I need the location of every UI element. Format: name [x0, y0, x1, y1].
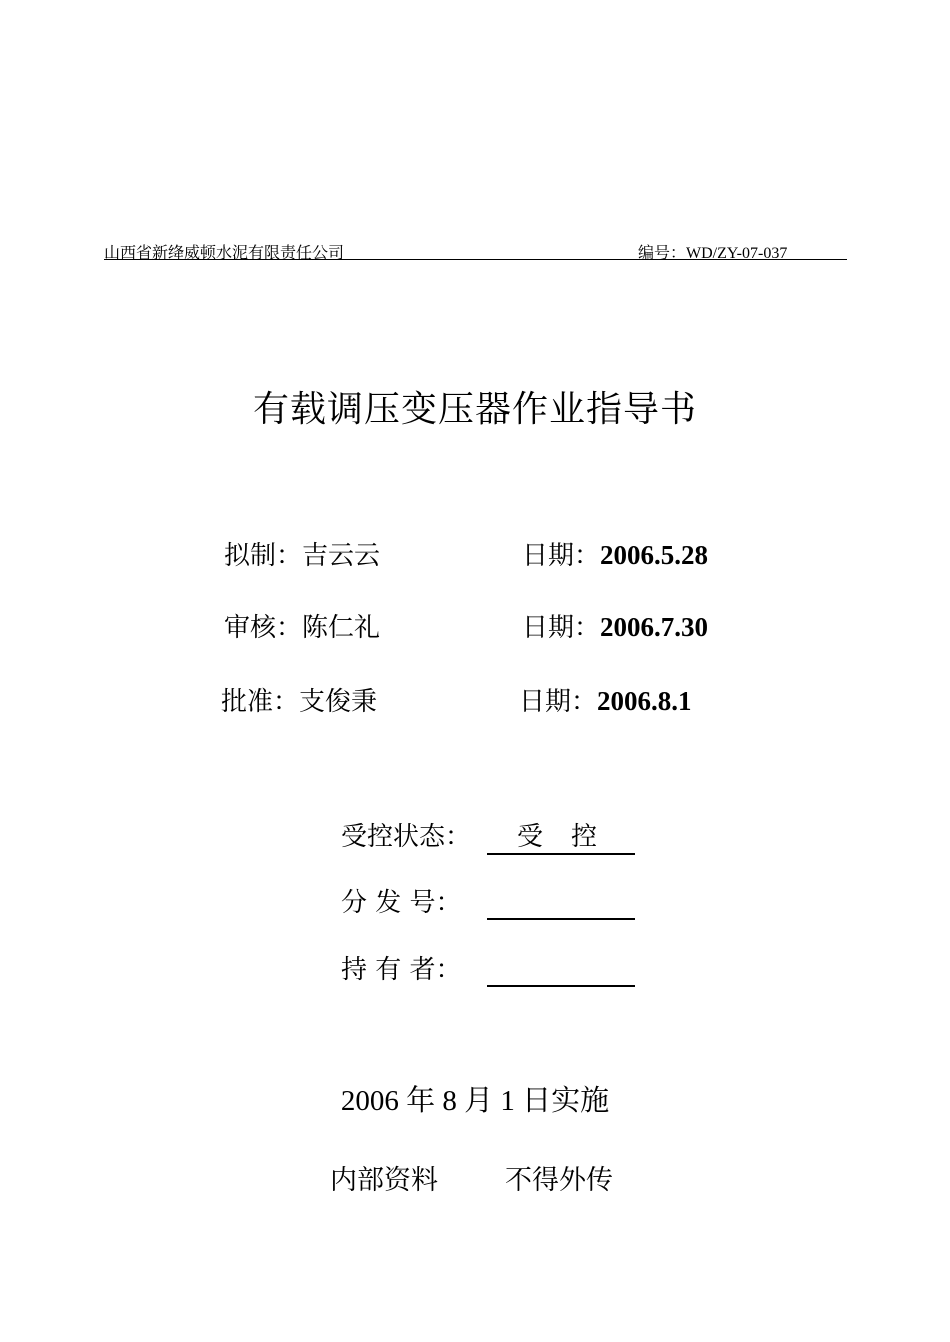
internal-material-notice: 内部资料	[330, 1165, 438, 1196]
holder-label: 持 有 者：	[341, 955, 462, 985]
approve-date-label: 日期：	[519, 687, 598, 717]
drafter-label: 拟制：吉云云	[224, 541, 381, 571]
review-date-value: 2006.7.30	[600, 612, 709, 642]
draft-date-value: 2006.5.28	[600, 540, 709, 570]
document-title: 有载调压变压器作业指导书	[252, 389, 697, 430]
reviewer-label: 审核：陈仁礼	[224, 613, 381, 643]
review-date-label: 日期：	[522, 613, 601, 643]
approver-label: 批准：支俊秉	[221, 687, 378, 717]
draft-date-label: 日期：	[522, 541, 601, 571]
review-date	[522, 607, 708, 644]
approve-date-value: 2006.8.1	[597, 686, 692, 716]
no-distribution-notice: 不得外传	[505, 1165, 613, 1196]
header-divider	[104, 259, 847, 260]
control-status-label: 受控状态：	[341, 822, 472, 852]
distribution-number-underline	[487, 918, 635, 920]
draft-date	[522, 535, 708, 572]
control-status-value: 受控	[517, 822, 626, 852]
effective-date: 2006 年 8 月 1 日实施	[340, 1085, 610, 1117]
control-status-underline	[487, 853, 635, 855]
approve-date	[519, 681, 692, 718]
holder-underline	[487, 985, 635, 987]
distribution-number-label: 分 发 号：	[341, 888, 462, 918]
header-document-code: 编号：WD/ZY-07-037	[638, 245, 788, 262]
header-company-name: 山西省新绛威顿水泥有限责任公司	[104, 245, 345, 262]
